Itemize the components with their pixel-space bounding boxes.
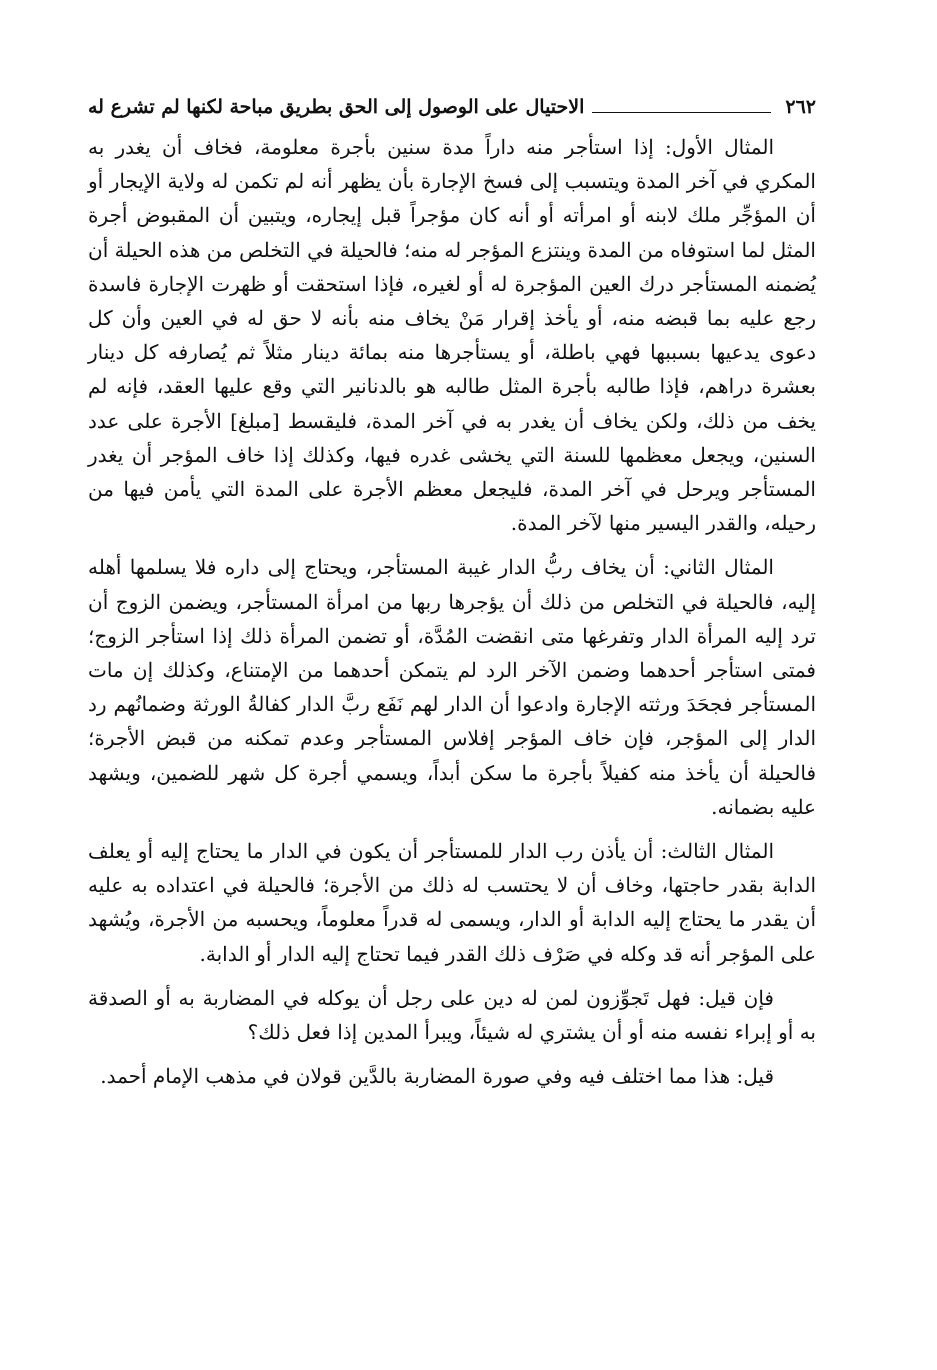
running-header xyxy=(88,86,816,120)
paragraph-example-2: المثال الثاني: أن يخاف ربُّ الدار غيبة المستأجر، ويحتاج إلى داره فلا يسلمها أهله إليه، فالحيلة في التخلص من ذلك أن يؤجرها ربها من امرأة المستأجر، ويضمن الزوج أن ترد إليه المرأة الدار وتفرغها متى انقضت المُدَّة، أو تضمن المرأة ذلك إذا استأجر الزوج؛ فمتى استأجر أحدهما وضمن الآخر الرد لم يتمكن أحدهما من الإمتناع، وكذلك إن مات المستأجر فجحَدَ ورثته الإجارة وادعوا أن الدار لهم نَفَع ربَّ الدار كفالةُ الورثة وضمانُهم رد الدار إلى المؤجر، فإن خاف المؤجر إفلاس المستأجر وعدم تمكنه من قبض الأجرة؛ فالحيلة أن يأخذ منه كفيلاً بأجرة ما سكن أبداً، ويسمي أجرة كل شهر للضمين، ويشهد عليه بضمانه. xyxy=(88,555,816,819)
paragraph-example-3: المثال الثالث: أن يأذن رب الدار للمستأجر أن يكون في الدار ما يحتاج إليه أو يعلف الدابة بقدر حاجتها، وخاف أن لا يحتسب له ذلك من الأجرة؛ فالحيلة في اعتداده به عليه أن يقدر ما يحتاج إليه الدابة أو الدار، ويسمى له قدراً معلوماً، ويحسبه من الأجرة، ويُشهد على المؤجر أنه قد وكله في صَرْف ذلك القدر فيما تحتاج إليه الدار أو الدابة. xyxy=(88,839,816,966)
paragraph-question: فإن قيل: فهل تَجوِّزون لمن له دين على رجل أن يوكله في المضاربة به أو الصدقة به أو إبراء نفسه منه أو أن يشتري له شيئاً، ويبرأ المدين إذا فعل ذلك؟ xyxy=(88,985,816,1045)
paragraph-example-1: المثال الأول: إذا استأجر منه داراً مدة سنين بأجرة معلومة، فخاف أن يغدر به المكري في آخر المدة ويتسبب إلى فسخ الإجارة بأن يظهر أنه لم تكمن له ولاية الإيجار أو أن المؤجِّر ملك لابنه أو امرأته أو أنه كان مؤجراً قبل إيجاره، ويتبين أن المقبوض أجرة المثل لما استوفاه من المدة وينتزع المؤجر له منه؛ فالحيلة في التخلص من هذه الحيلة أن يُضمنه المستأجر درك العين المؤجرة له أو لغيره، فإذا استحقت أو ظهرت الإجارة فاسدة رجع عليه بما قبضه منه، أو يأخذ إقرار مَنْ يخاف منه بأنه لا حق له في العين وأن كل دعوى يدعيها بسببها فهي باطلة، أو يستأجرها منه بمائة دينار مثلاً ثم يُصارفه كل دينار بعشرة دراهم، فإذا طالبه بأجرة المثل طالبه هو بالدنانير التي وقع عليها العقد، فإنه لم يخف من ذلك، ولكن يخاف أن يغدر به في آخر المدة، فليقسط [مبلغ] الأجرة على عدد السنين، ويجعل معظمها للسنة التي يخشى غدره فيها، وكذلك إذا خاف المؤجر أن يغدر المستأجر ويرحل في آخر المدة، فليجعل معظم الأجرة على المدة التي يأمن فيها من رحيله، والقدر اليسير منها لآخر المدة. xyxy=(88,135,816,536)
paragraph-answer: قيل: هذا مما اختلف فيه وفي صورة المضاربة بالدَّين قولان في مذهب الإمام أحمد. xyxy=(100,1064,774,1089)
page-number: ٢٦٢ xyxy=(785,96,816,118)
body-text xyxy=(88,130,816,1093)
running-title: الاحتيال على الوصول إلى الحق بطريق مباحة لكنها لم تشرع له xyxy=(88,96,585,118)
book-page xyxy=(88,86,816,1103)
header-rule xyxy=(592,112,771,113)
